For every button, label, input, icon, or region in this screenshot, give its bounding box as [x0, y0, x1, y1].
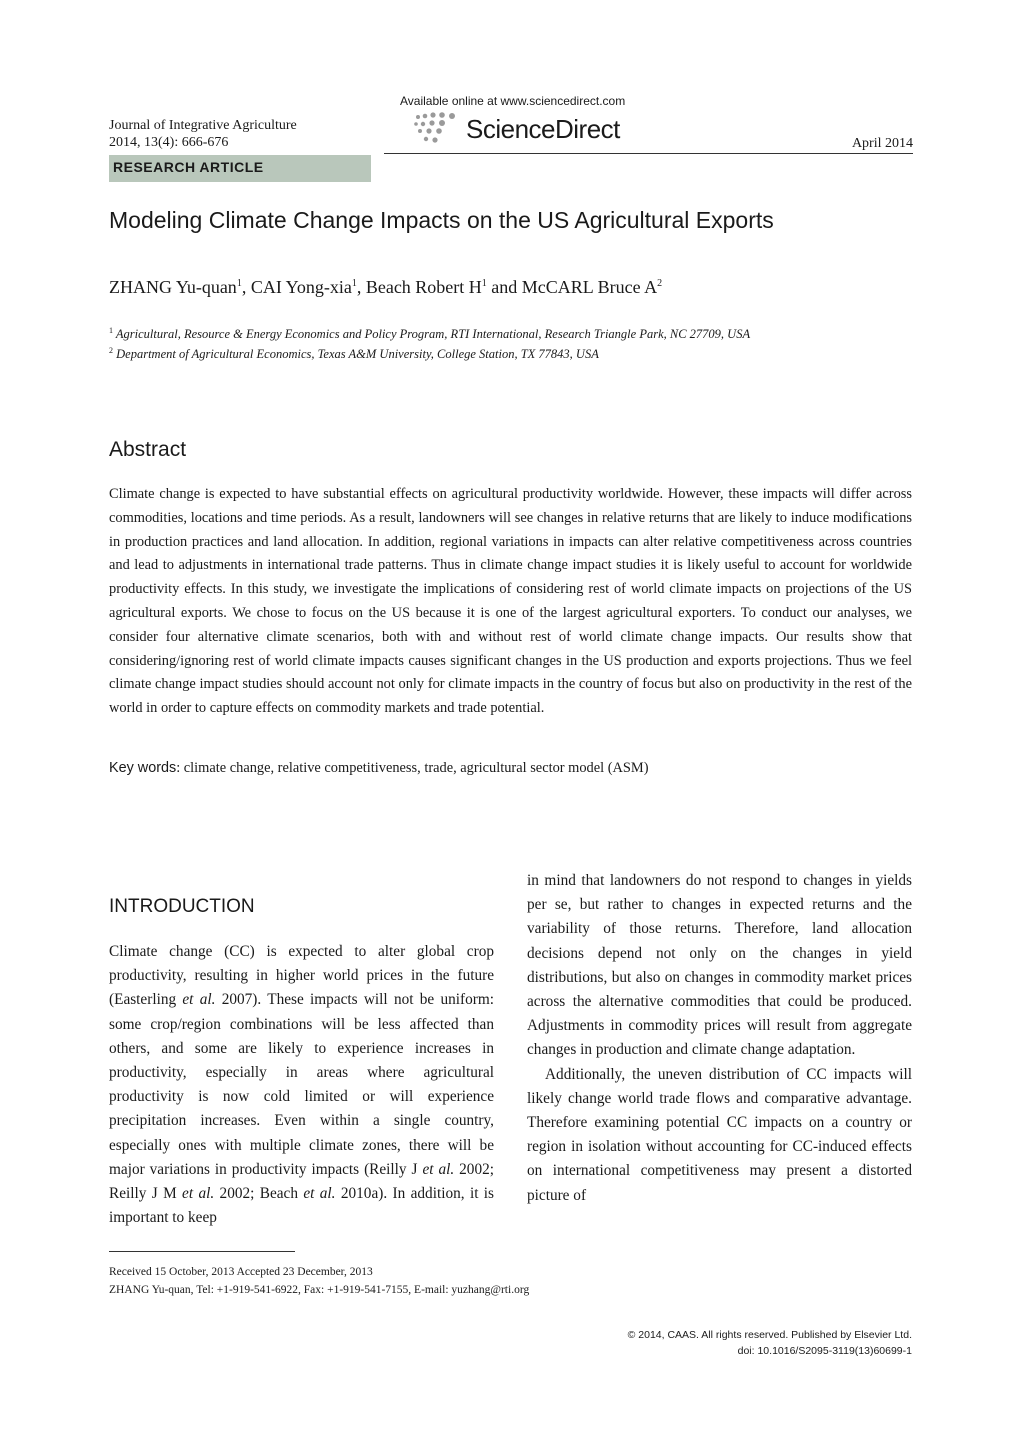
- author-name: ZHANG Yu-quan: [109, 277, 237, 297]
- keywords: [109, 760, 649, 777]
- affiliation-mark: 2: [109, 346, 113, 355]
- abstract-heading: Abstract: [109, 438, 187, 461]
- citation-etal: et al.: [182, 991, 216, 1009]
- citation-etal: et al.: [303, 1185, 336, 1203]
- corresponding-author-contact[interactable]: ZHANG Yu-quan, Tel: +1-919-541-6922, Fax: +1-919-541-7155, E-mail: yuzhang@rti.org: [109, 1284, 530, 1296]
- author-list: [109, 277, 662, 298]
- citation-etal: et al.: [182, 1185, 215, 1203]
- copyright-notice: © 2014, CAAS. All rights reserved. Published by Elsevier Ltd.: [627, 1329, 912, 1341]
- author-separator: and: [486, 277, 522, 297]
- article-type-badge: [109, 155, 371, 182]
- intro-right-column: [527, 869, 912, 1208]
- author-name: Beach Robert H: [365, 277, 482, 297]
- introduction-heading: INTRODUCTION: [109, 896, 255, 917]
- header-divider: [384, 153, 913, 154]
- sciencedirect-logo-icon: [412, 112, 462, 146]
- author-name: McCARL Bruce A: [521, 277, 658, 297]
- sciencedirect-wordmark: ScienceDirect: [466, 114, 620, 144]
- affiliation-2: [109, 346, 599, 362]
- text-run: Climate change (CC) is expected to alter global crop productivity, resulting in higher world prices in the future (Easterling: [109, 943, 494, 1009]
- text-run: 2010a). In addition, it is important to keep: [109, 1185, 495, 1227]
- author-affil-mark: 2: [657, 278, 663, 289]
- available-online-text[interactable]: Available online at www.sciencedirect.com: [400, 94, 626, 108]
- journal-name: Journal of Integrative Agriculture: [109, 118, 297, 133]
- affiliation-mark: 1: [109, 326, 113, 335]
- author-separator: ,: [241, 277, 251, 297]
- article-title: Modeling Climate Change Impacts on the US Agricultural Exports: [109, 207, 774, 233]
- affiliation-text: Agricultural, Resource & Energy Economics and Policy Program, RTI International, Research Triangle Park, NC 27709, USA: [115, 327, 751, 342]
- keywords-label: Key words: [109, 760, 177, 776]
- received-dates: Received 15 October, 2013 Accepted 23 December, 2013: [109, 1266, 373, 1278]
- text-run: 2002; Beach: [214, 1185, 304, 1203]
- intro-paragraph: [109, 940, 494, 1230]
- author-affil-mark: 1: [481, 278, 487, 289]
- affiliation-1: [109, 326, 750, 342]
- author-affil-mark: 1: [236, 278, 242, 289]
- text-run: 2007). These impacts will not be uniform: some crop/region combinations will be less affected than others, and some are likely to experience increases in productivity, especially in areas where agricultural productivity is now cold limited or will experience precipitation increases. Even within a single country, especially ones with multiple climate zones, there will be major variations in productivity impacts (Reilly J: [109, 991, 495, 1178]
- affiliation-text: Department of Agricultural Economics, Texas A&M University, College Station, TX 77843, USA: [116, 347, 599, 362]
- intro-left-column: [109, 940, 494, 1230]
- journal-volume: 2014, 13(4): 666-676: [109, 135, 229, 150]
- doi[interactable]: doi: 10.1016/S2095-3119(13)60699-1: [737, 1345, 912, 1357]
- keywords-list: : climate change, relative competitiveness, trade, agricultural sector model (ASM): [176, 760, 649, 776]
- citation-etal: et al.: [422, 1160, 455, 1178]
- abstract-body: Climate change is expected to have substantial effects on agricultural productivity worldwide. However, these impacts will differ across commodities, locations and time periods. As a result, landowners will see changes in relative returns that are likely to induce modifications in production practices and land allocation. In addition, regional variations in impacts can alter relative competitiveness across countries and lead to adjustments in international trade patterns. Thus in climate change impact studies it is likely useful to account for worldwide productivity effects. In this study, we investigate the implications of considering rest of world climate impacts on projections of the US agricultural exports. We chose to focus on the US because it is one of the largest agricultural exporters. To conduct our analyses, we consider four alternative climate scenarios, both with and without rest of world climate change impacts. Our results show that considering/ignoring rest of world climate impacts causes significant changes in the US production and exports projections. Thus we feel climate change impact studies should account not only for climate impacts in the country of focus but also on productivity in the rest of the world in order to capture effects on commodity markets and trade potential.: [109, 486, 912, 717]
- journal-info: [109, 117, 297, 151]
- article-type-label: RESEARCH ARTICLE: [113, 159, 264, 175]
- author-name: CAI Yong-xia: [250, 277, 352, 297]
- text-run: 2002; Reilly J M: [109, 1160, 494, 1203]
- author-affil-mark: 1: [351, 278, 357, 289]
- intro-paragraph: in mind that landowners do not respond to changes in yields per se, but rather to changes in expected returns and the variability of those returns. Therefore, land allocation decisions depend not only on the changes in yield distributions, but also on changes in commodity market prices across the alternative commodities that could be produced. Adjustments in commodity prices will result from aggregate changes in production and climate change adaptation.: [527, 872, 912, 1059]
- intro-paragraph: Additionally, the uneven distribution of CC impacts will likely change world trade flows and comparative advantage. Therefore examining potential CC impacts on a country or region in isolation without accounting for CC-induced effects on international competitiveness may present a distorted picture of: [527, 1065, 912, 1204]
- issue-date: April 2014: [851, 136, 913, 151]
- footnote-divider: [109, 1251, 295, 1252]
- author-separator: ,: [356, 277, 366, 297]
